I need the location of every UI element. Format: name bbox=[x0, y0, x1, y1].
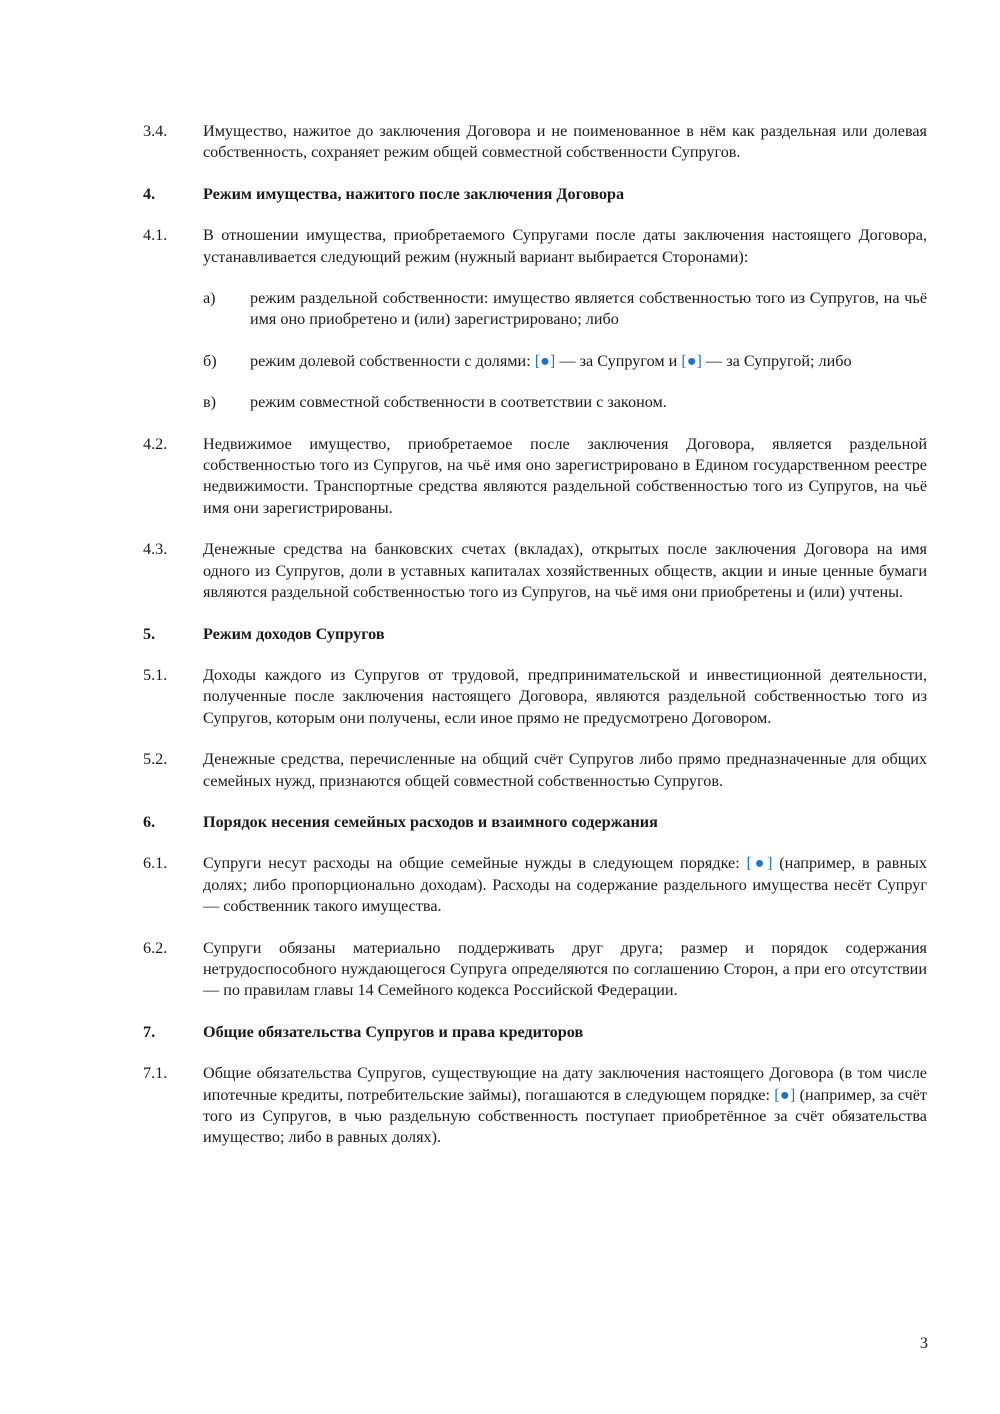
blank-placeholder[interactable]: [●] bbox=[774, 1085, 796, 1104]
clause-number: 4.2. bbox=[143, 434, 168, 453]
section-6-heading bbox=[143, 812, 927, 833]
section-title: Порядок несения семейных расходов и взаимного содержания bbox=[203, 812, 658, 831]
option-a bbox=[203, 288, 927, 331]
clause-3-4 bbox=[143, 121, 927, 164]
option-label: в) bbox=[203, 393, 217, 412]
clause-number: 6.1. bbox=[143, 854, 168, 873]
clause-text: Имущество, нажитое до заключения Договора и не поименованное в нём как раздельная или долевая собственность, сохраняет режим общей совместной собственности Супругов. bbox=[203, 122, 927, 162]
clause-text-part: Супруги несут расходы на общие семейные нужды в следующем порядке: bbox=[203, 854, 740, 873]
clause-text: Супруги обязаны материально поддерживать друг друга; размер и порядок содержания нетрудоспособного нуждающегося Супруга определяются по соглашению Сторон, а при его отсутствии — по правилам главы 14 Семейного кодекса Российской Федерации. bbox=[203, 938, 927, 1000]
option-label: а) bbox=[203, 289, 216, 308]
section-4-heading bbox=[143, 184, 927, 205]
option-label: б) bbox=[203, 351, 217, 370]
clause-text: Недвижимое имущество, приобретаемое после заключения Договора, является раздельной собственностью того из Супругов, на чьё имя оно зарегистрировано в Едином государственном реестре недвижимости. Транспортные средства являются раздельной собственностью того из Супругов, на чьё имя они зарегистрированы. bbox=[203, 434, 927, 517]
clause-7-1 bbox=[143, 1063, 927, 1149]
option-b bbox=[203, 351, 927, 372]
option-text: режим совместной собственности в соответствии с законом. bbox=[250, 393, 667, 412]
clause-number: 4.3. bbox=[143, 540, 168, 559]
clause-text bbox=[203, 1063, 927, 1149]
clause-text: Денежные средства, перечисленные на общий счёт Супругов либо прямо предназначенные для общих семейных нужд, признаются общей совместной собственностью Супругов. bbox=[203, 750, 927, 790]
option-text-part: — за Супругой; либо bbox=[706, 351, 852, 370]
document-body bbox=[143, 121, 927, 1169]
clause-number: 5.2. bbox=[143, 750, 168, 769]
clause-6-2 bbox=[143, 938, 927, 1002]
clause-number: 6.2. bbox=[143, 938, 168, 957]
clause-text: В отношении имущества, приобретаемого Супругами после даты заключения настоящего Договора, устанавливается следующий режим (нужный вариант выбирается Сторонами): bbox=[203, 226, 927, 266]
clause-text-part: (например, за счёт того из Супругов, в чью раздельную собственность поступает приобретённое за счёт обязательства имущество; либо в равных долях). bbox=[203, 1085, 928, 1147]
clause-4-2 bbox=[143, 434, 927, 520]
clause-number: 5.1. bbox=[143, 665, 168, 684]
clause-text-part: Общие обязательства Супругов, существующие на дату заключения настоящего Договора (в том числе ипотечные кредиты, потребительские займы), погашаются в следующем порядке: bbox=[203, 1064, 927, 1104]
section-number: 5. bbox=[143, 624, 156, 643]
clause-text: Денежные средства на банковских счетах (вкладах), открытых после заключения Договора на имя одного из Супругов, доли в уставных капиталах хозяйственных обществ, акции и иные ценные бумаги являются раздельной собственностью того из Супругов, на чьё имя они приобретены и (или) учтены. bbox=[203, 540, 927, 602]
option-text-part: — за Супругом и bbox=[559, 351, 678, 370]
section-title: Режим доходов Супругов bbox=[203, 624, 385, 643]
blank-placeholder[interactable]: [●] bbox=[681, 351, 702, 370]
section-number: 4. bbox=[143, 184, 156, 203]
clause-text bbox=[203, 853, 927, 917]
section-7-heading bbox=[143, 1022, 927, 1043]
clause-number: 3.4. bbox=[143, 122, 168, 140]
option-text: режим раздельной собственности: имущество является собственностью того из Супругов, на чьё имя оно приобретено и (или) зарегистрировано; либо bbox=[250, 289, 927, 329]
section-number: 7. bbox=[143, 1022, 156, 1041]
clause-6-1 bbox=[143, 853, 927, 917]
clause-text-part: (например, в равных долях; либо пропорционально доходам). Расходы на содержание раздельного имущества несёт Супруг — собственник такого имущества. bbox=[203, 854, 928, 916]
section-5-heading bbox=[143, 624, 927, 645]
blank-placeholder[interactable]: [●] bbox=[746, 854, 773, 873]
clause-number: 4.1. bbox=[143, 226, 168, 245]
option-text-part: режим долевой собственности с долями: bbox=[250, 351, 531, 370]
section-title: Общие обязательства Супругов и права кредиторов bbox=[203, 1022, 584, 1041]
option-v bbox=[203, 392, 927, 413]
clause-4-3 bbox=[143, 539, 927, 603]
clause-5-2 bbox=[143, 749, 927, 792]
page-number: 3 bbox=[919, 1334, 928, 1352]
option-text bbox=[250, 351, 927, 372]
section-number: 6. bbox=[143, 812, 156, 831]
clause-4-1 bbox=[143, 225, 927, 268]
clause-5-1 bbox=[143, 665, 927, 729]
blank-placeholder[interactable]: [●] bbox=[534, 351, 556, 370]
section-title: Режим имущества, нажитого после заключения Договора bbox=[203, 184, 625, 203]
clause-text: Доходы каждого из Супругов от трудовой, предпринимательской и инвестиционной деятельности, полученные после заключения настоящего Договора, являются раздельной собственностью того из Супругов, которым они получены, если иное прямо не предусмотрено Договором. bbox=[203, 665, 927, 727]
clause-number: 7.1. bbox=[143, 1064, 168, 1083]
